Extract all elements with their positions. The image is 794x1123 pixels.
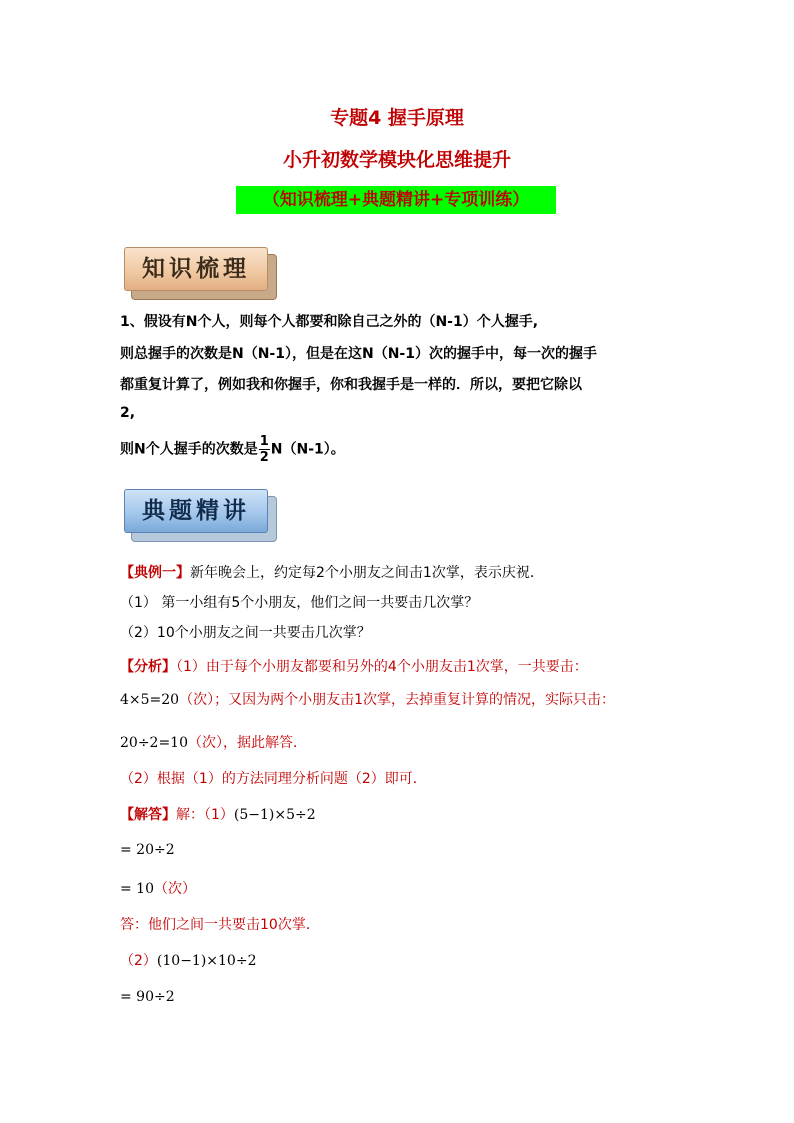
analysis-math-2: 20÷2=10 [120,735,188,751]
knowledge-line-3: 都重复计算了，例如我和你握手，你和我握手是一样的．所以，要把它除以 [120,377,582,393]
analysis-math-1: 4×5=20 [120,692,180,708]
knowledge-line-5 [120,434,345,465]
answer-step-1: = 20÷2 [120,842,175,858]
page-title: 专题4 握手原理 [330,107,464,129]
section-banner-knowledge: 知识梳理 [124,247,268,291]
analysis-tag: 【分析】 [120,659,176,675]
answer-part-2-expression: (10−1)×10÷2 [156,953,257,969]
answer-expression-1: (5−1)×5÷2 [233,807,316,823]
analysis-line-1 [120,656,588,676]
example-intro-line [120,562,544,582]
answer-step-2-unit: （次） [154,881,196,897]
answer-tag: 【解答】 [120,807,176,823]
knowledge-line-5-post: N（N-1）。 [270,441,345,458]
answer-step-2-math: = 10 [120,881,154,897]
analysis-line-3 [120,732,307,752]
example-question-1: （1） 第一小组有5个小朋友，他们之间一共要击几次掌？ [120,595,479,611]
fraction-one-half [259,434,270,465]
fraction-numerator: 1 [259,434,269,449]
answer-part-2-line [120,950,256,970]
knowledge-line-4: 2, [120,405,136,421]
knowledge-line-1: 1、假设有N个人，则每个人都要和除自己之外的（N-1）个人握手, [120,314,539,330]
page-subtitle: 小升初数学模块化思维提升 [282,149,511,171]
example-intro: 新年晚会上，约定每2个小朋友之间击1次掌，表示庆祝． [190,565,544,581]
answer-line-1 [120,804,316,824]
example-tag: 【典例一】 [120,565,190,581]
analysis-text-1: （1）由于每个小朋友都要和另外的4个小朋友击1次掌，一共要击： [176,659,588,675]
page-tagline: （知识梳理+典题精讲+专项训练） [236,186,556,214]
section-banner-examples: 典题精讲 [124,489,268,533]
analysis-text-2: （次）；又因为两个小朋友击1次掌，去掉重复计算的情况，实际只击： [179,692,615,708]
answer-part-2-step-1: = 90÷2 [120,989,175,1005]
analysis-line-4: （2）根据（1）的方法同理分析问题（2）即可． [120,771,427,787]
fraction-denominator: 2 [259,450,269,465]
knowledge-line-5-pre: 则N个人握手的次数是 [120,441,258,458]
answer-step-2 [120,878,196,898]
example-question-2: （2）10个小朋友之间一共要击几次掌？ [120,625,371,641]
analysis-text-3: （次），据此解答． [188,735,307,751]
analysis-line-2 [120,689,615,709]
answer-conclusion-1: 答：他们之间一共要击10次掌． [120,917,320,933]
knowledge-line-2: 则总握手的次数是N（N-1），但是在这N（N-1）次的握手中，每一次的握手 [120,346,597,362]
answer-lead: 解：（1） [176,807,234,823]
answer-part-2-lead: （2） [120,953,157,969]
